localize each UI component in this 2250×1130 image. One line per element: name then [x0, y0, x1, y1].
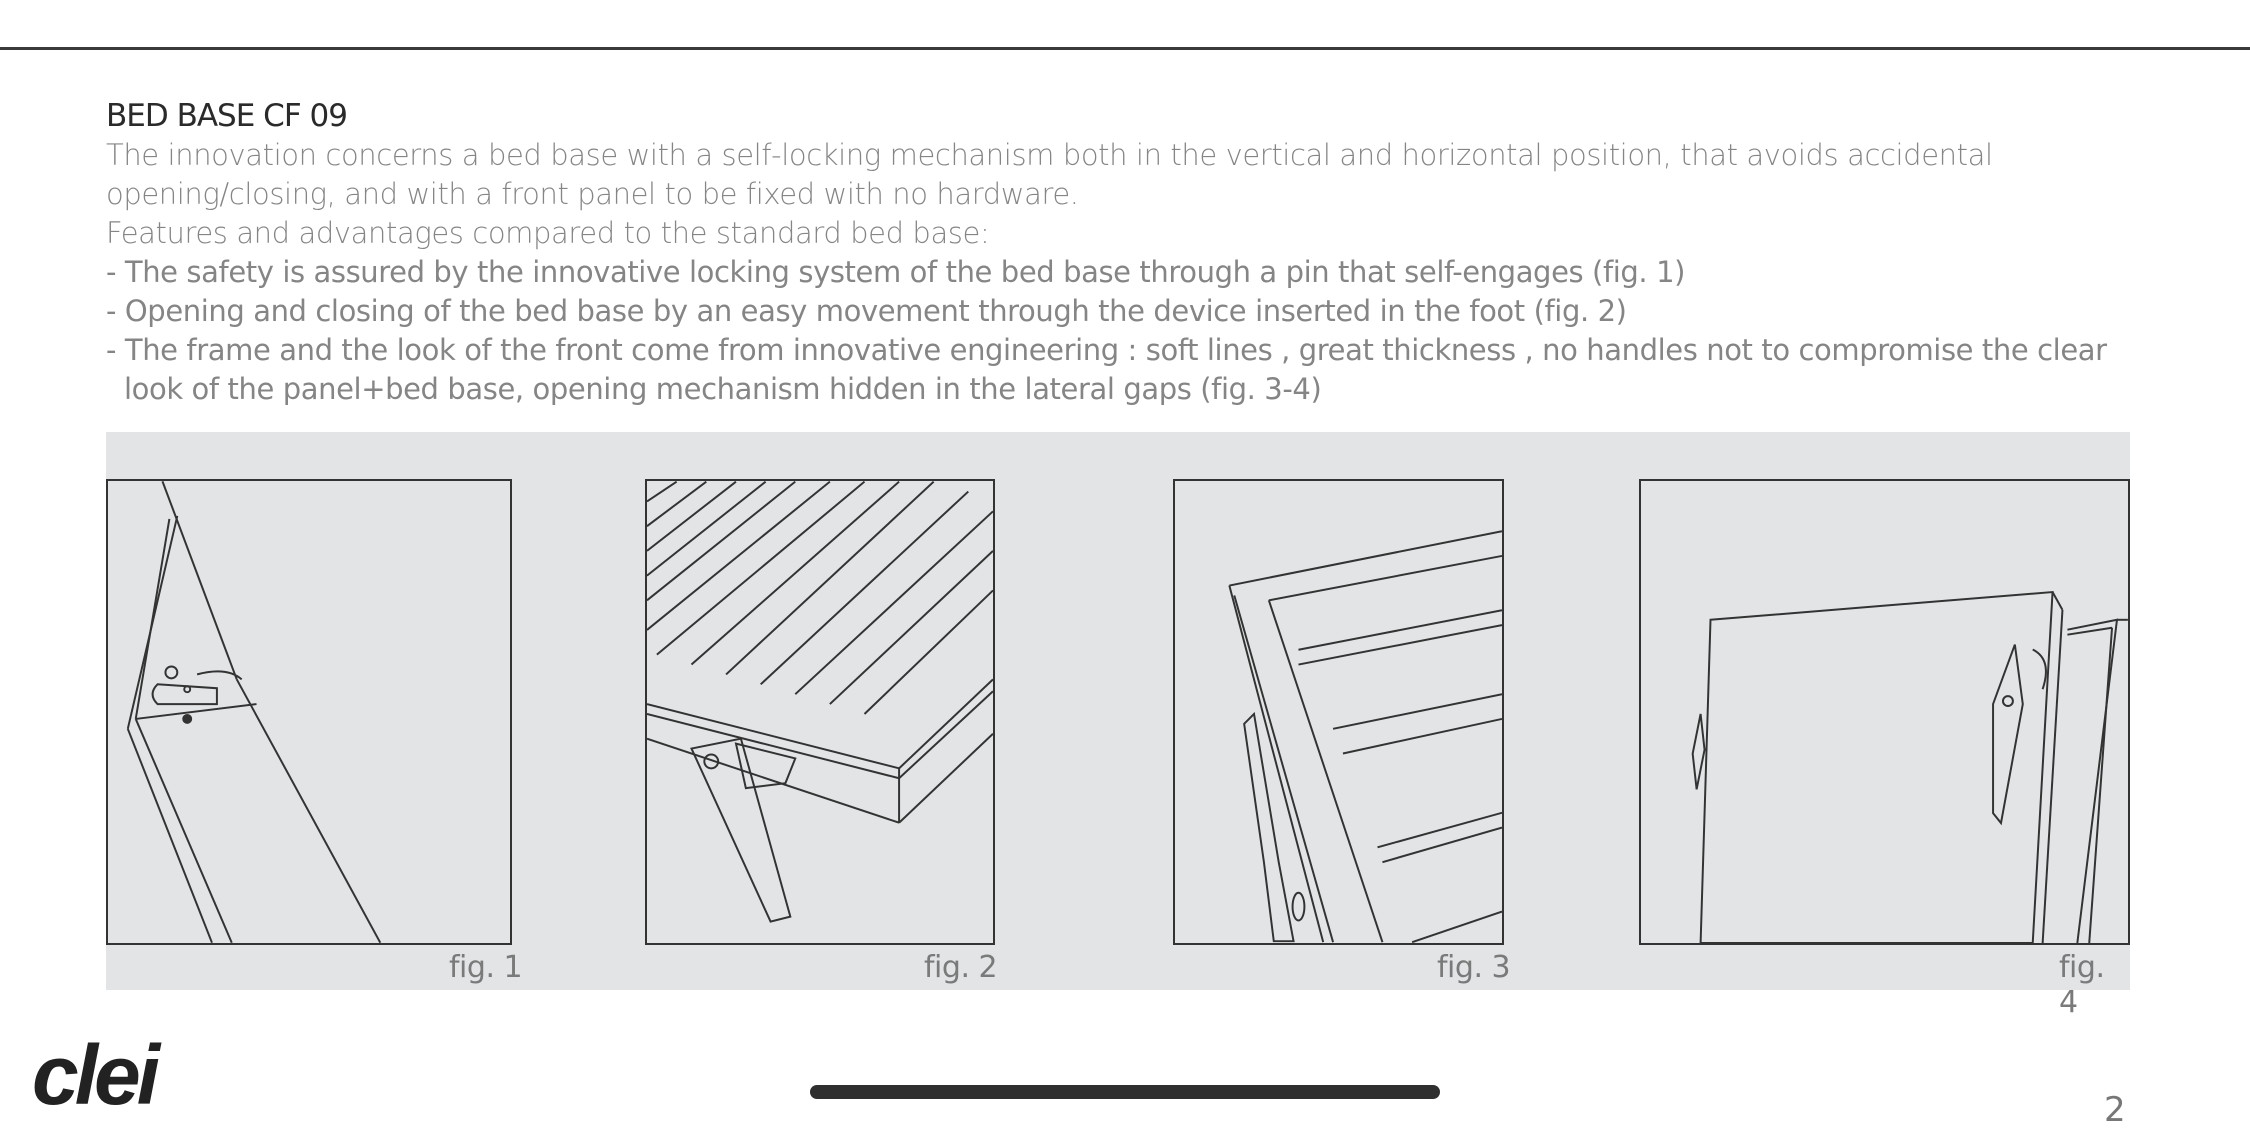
page-number: 2 [2104, 1090, 2126, 1130]
figure-3-caption: fig. 3 [1437, 950, 1511, 985]
scroll-indicator[interactable] [810, 1085, 1440, 1099]
figure-4-drawing [1639, 479, 2130, 945]
top-divider [0, 47, 2250, 50]
figure-1-drawing [106, 479, 512, 945]
figure-3-illustration [1175, 481, 1502, 943]
feature-bullet-1: - The safety is assured by the innovative locking system of the bed base through a pin that self-engages (fig. 1) [106, 255, 1686, 289]
figure-4-caption: fig. 4 [2059, 950, 2105, 1020]
feature-bullet-3: - The frame and the look of the front come from innovative engineering : soft lines , great thickness , no handles not to compromise the clear look of the panel+bed base, opening mechanism hidden in the lateral gaps (fig. 3-4) [106, 333, 2107, 406]
figures-panel [106, 432, 2130, 1020]
figure-2-caption: fig. 2 [924, 950, 998, 985]
features-intro: Features and advantages compared to the standard bed base: [106, 216, 990, 250]
document-body [106, 96, 2146, 409]
figure-4-illustration [1641, 481, 2128, 943]
figure-2-illustration [647, 481, 993, 943]
figure-1-caption: fig. 1 [449, 950, 523, 985]
feature-bullet-2: - Opening and closing of the bed base by an easy movement through the device inserted in the foot (fig. 2) [106, 294, 1627, 328]
figure-1-illustration [108, 481, 510, 943]
document-title: BED BASE CF 09 [106, 98, 347, 134]
figure-2-drawing [645, 479, 995, 945]
clei-logo: clei [32, 1028, 157, 1122]
intro-paragraph: The innovation concerns a bed base with a self-locking mechanism both in the vertical and horizontal position, that avoids accidental opening/closing, and with a front panel to be fixed with no hardware. [106, 138, 1993, 211]
figure-3-drawing [1173, 479, 1504, 945]
